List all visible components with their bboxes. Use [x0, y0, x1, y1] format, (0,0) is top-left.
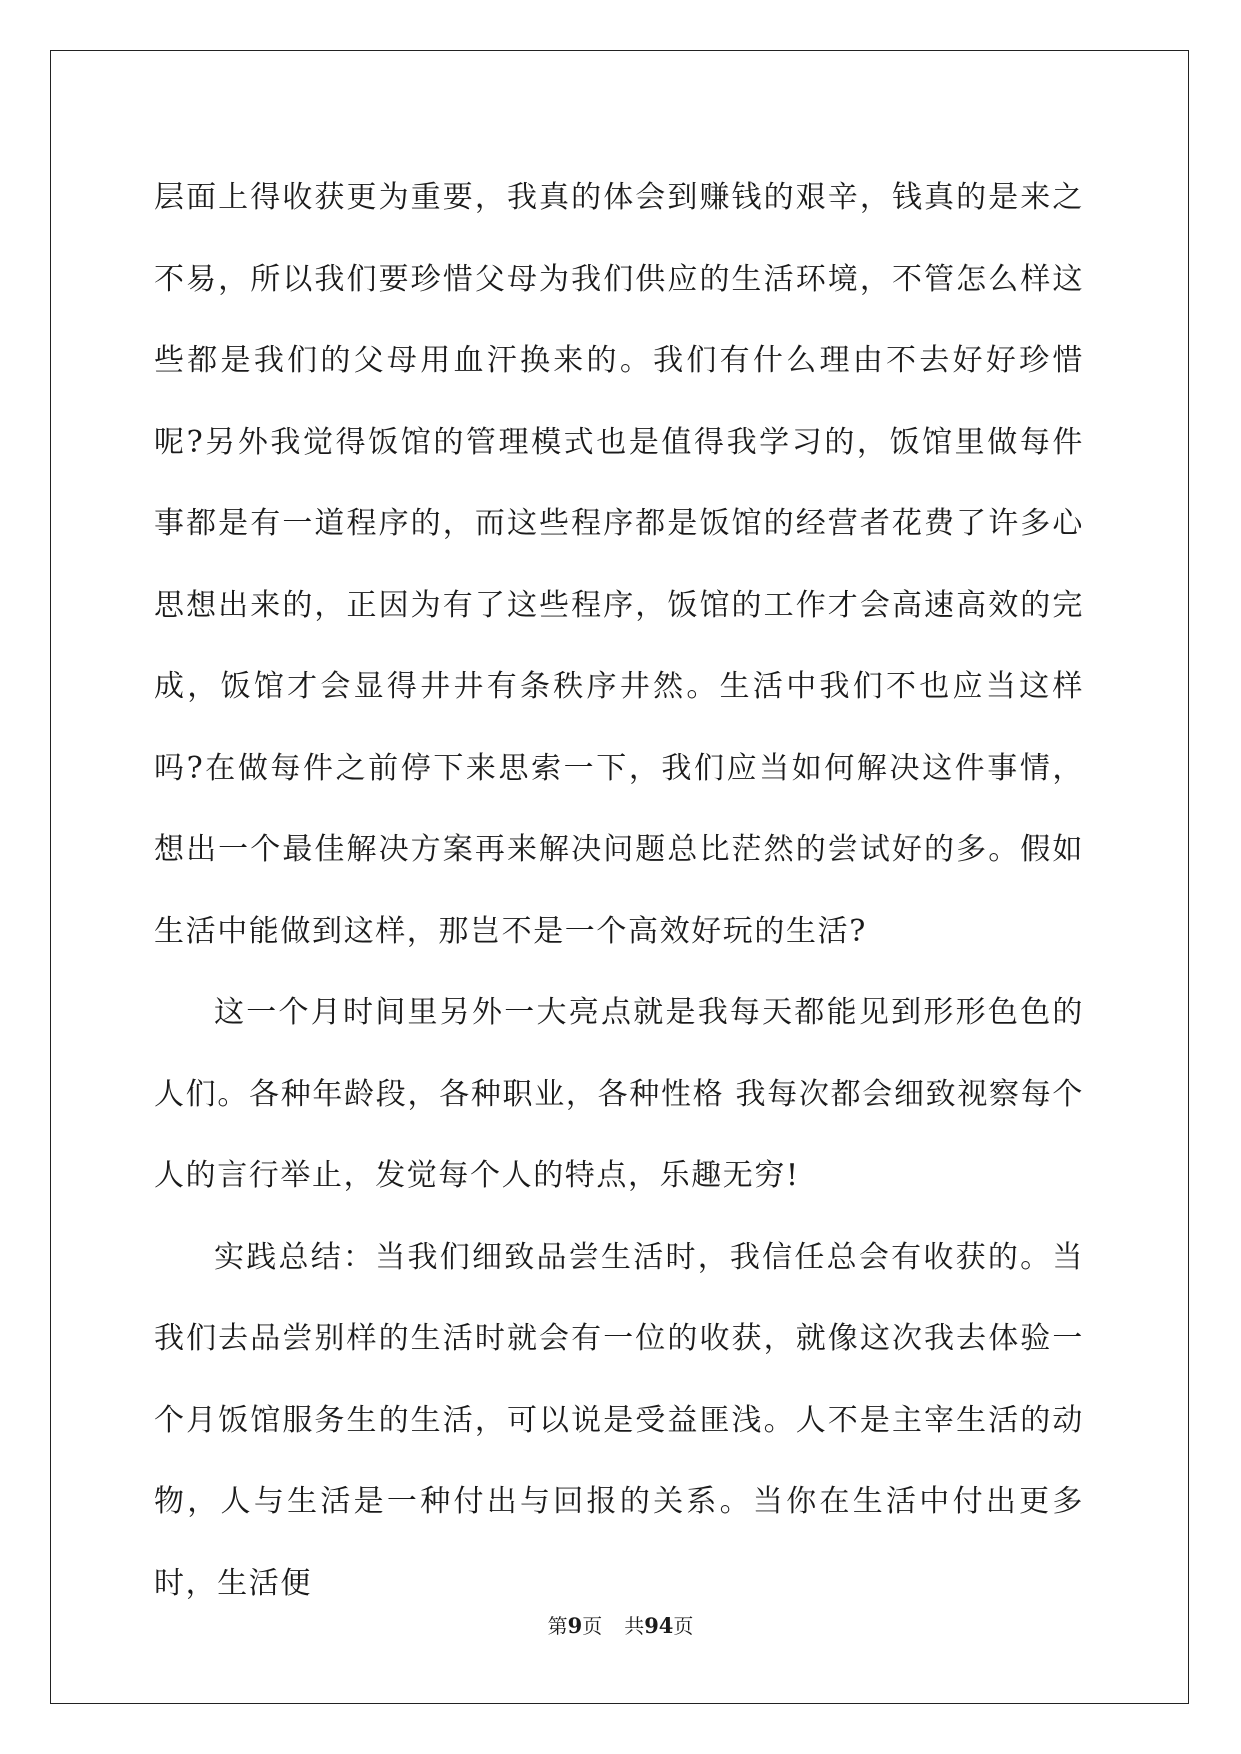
paragraph-2: 这一个月时间里另外一大亮点就是我每天都能见到形形色色的人们。各种年龄段，各种职业，各种性格 我每次都会细致视察每个人的言行举止，发觉每个人的特点，乐趣无穷!: [154, 995, 1084, 1193]
footer-page-number: 9: [567, 1613, 583, 1638]
document-body: [154, 157, 1084, 1624]
footer-total-unit: 页: [673, 1614, 694, 1638]
footer-total-prefix: 共: [624, 1614, 645, 1638]
paragraph-1: 层面上得收获更为重要，我真的体会到赚钱的艰辛，钱真的是来之不易，所以我们要珍惜父母为我们供应的生活环境，不管怎么样这些都是我们的父母用血汗换来的。我们有什么理由不去好好珍惜呢?另外我觉得饭馆的管理模式也是值得我学习的，饭馆里做每件事都是有一道程序的，而这些程序都是饭馆的经营者花费了许多心思想出来的，正因为有了这些程序，饭馆的工作才会高速高效的完成，饭馆才会显得井井有条秩序井然。生活中我们不也应当这样吗?在做每件之前停下来思索一下，我们应当如何解决这件事情，想出一个最佳解决方案再来解决问题总比茫然的尝试好的多。假如生活中能做到这样，那岂不是一个高效好玩的生活?: [154, 180, 1084, 949]
page-footer: [0, 1614, 1241, 1638]
paragraph-3: 实践总结：当我们细致品尝生活时，我信任总会有收获的。当我们去品尝别样的生活时就会有一位的收获，就像这次我去体验一个月饭馆服务生的生活，可以说是受益匪浅。人不是主宰生活的动物，人与生活是一种付出与回报的关系。当你在生活中付出更多时，生活便: [154, 1239, 1084, 1601]
footer-total-pages: 94: [644, 1613, 674, 1638]
footer-page-prefix: 第: [547, 1614, 568, 1638]
footer-page-unit: 页: [582, 1614, 603, 1638]
